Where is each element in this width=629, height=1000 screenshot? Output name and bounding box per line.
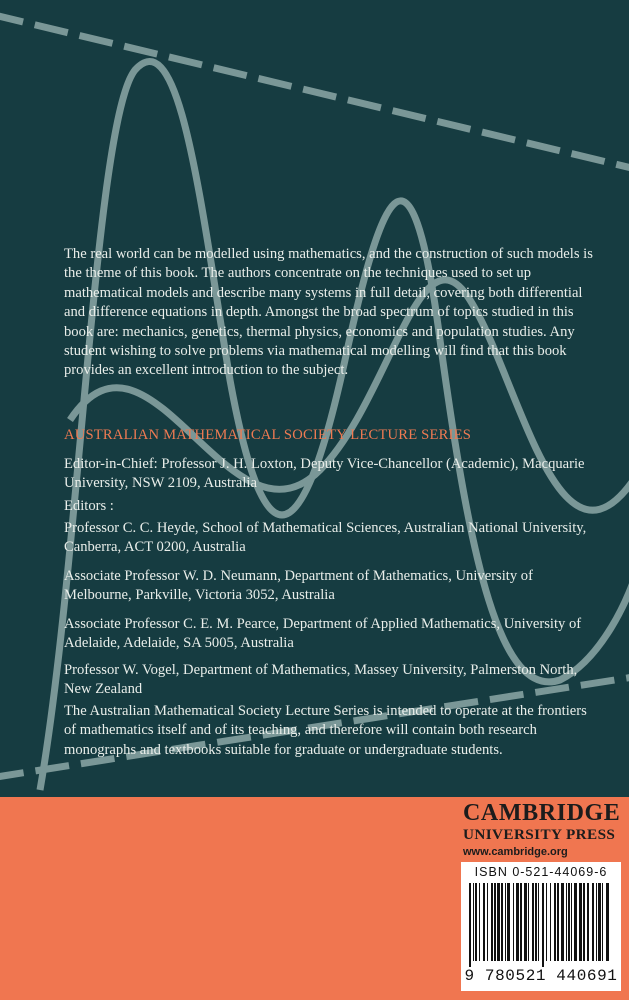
editor-entry: Professor C. C. Heyde, School of Mathematical Sciences, Australian National University, Canberra, ACT 0200, Australia — [64, 520, 587, 556]
barcode-bar — [479, 883, 480, 961]
barcode-bar — [494, 883, 496, 961]
barcode-number: 9 780521 440691 — [464, 967, 618, 985]
barcode-bar — [566, 883, 567, 961]
barcode-bar — [568, 883, 570, 961]
publisher-website: www.cambridge.org — [463, 846, 568, 858]
barcode-bar — [520, 883, 522, 961]
series-description: The Australian Mathematical Society Lecture Series is intended to operate at the frontiers of mathematics itself and of its teaching, and therefore will contain both research monographs and textbooks suitable for graduate or undergraduate students. — [64, 703, 587, 758]
barcode-bar — [598, 883, 601, 961]
barcode-bar — [550, 883, 551, 961]
barcode-bar — [557, 883, 559, 961]
barcode-bar — [469, 883, 471, 967]
publisher-press: UNIVERSITY PRESS — [463, 826, 616, 843]
barcode-bar — [483, 883, 485, 961]
barcode-bar — [491, 883, 493, 961]
barcode-bar — [579, 883, 582, 961]
publisher-logo — [463, 800, 621, 860]
barcode-bar — [473, 883, 474, 961]
barcode-bar — [592, 883, 594, 961]
barcode-bar — [561, 883, 564, 961]
barcode-bar — [497, 883, 500, 961]
barcode-bar — [507, 883, 510, 961]
barcode-bar — [538, 883, 539, 961]
editor-in-chief: Editor-in-Chief: Professor J. H. Loxton, Deputy Vice-Chancellor (Academic), Macquarie University, NSW 2109, Australia — [64, 456, 585, 492]
barcode-box — [461, 862, 621, 991]
series-title: AUSTRALIAN MATHEMATICAL SOCIETY LECTURE SERIES — [64, 427, 472, 443]
book-description: The real world can be modelled using mathematics, and the construction of such models is the theme of this book. The authors concentrate on the techniques used to set up mathematical models and describe many systems in full detail, covering both differential and difference equations in depth. Amongst the broad spectrum of topics studied in this book are: mechanics, genetics, thermal physics, economics and population studies. Any student wishing to solve problems via mathematical modelling will find that this book provides an excellent introduction to the subject. — [64, 246, 593, 379]
barcode-bar — [501, 883, 503, 961]
barcode-bar — [554, 883, 556, 961]
publisher-name: CAMBRIDGE — [463, 800, 621, 826]
isbn-label: ISBN 0-521-44069-6 — [474, 865, 608, 879]
barcode-bar — [602, 883, 603, 961]
barcode-bar — [487, 883, 488, 961]
barcode-bar — [528, 883, 529, 961]
barcode-bar — [513, 883, 514, 961]
barcode-bar — [542, 883, 544, 967]
barcode-bar — [571, 883, 572, 961]
barcode-bar — [524, 883, 527, 961]
barcode-bar — [505, 883, 506, 961]
barcode-bar — [596, 883, 597, 961]
barcode-bar — [587, 883, 589, 961]
barcode-bar — [516, 883, 519, 961]
editors-label: Editors : — [64, 498, 114, 514]
barcode-bar — [574, 883, 577, 961]
barcode-bar — [606, 883, 609, 961]
barcode-bar — [475, 883, 477, 961]
dashed-line-top — [0, 14, 629, 170]
editor-entry: Associate Professor W. D. Neumann, Department of Mathematics, University of Melbourne, Parkville, Victoria 3052, Australia — [64, 568, 533, 604]
barcode-bar — [532, 883, 534, 961]
barcode-icon — [469, 883, 613, 967]
editor-entry: Professor W. Vogel, Department of Mathematics, Massey University, Palmerston North, New Zealand — [64, 662, 578, 698]
barcode-bar — [583, 883, 585, 961]
barcode-bar — [546, 883, 547, 961]
barcode-bar — [535, 883, 537, 961]
editor-entry: Associate Professor C. E. M. Pearce, Department of Applied Mathematics, University of Adelaide, Adelaide, SA 5005, Australia — [64, 616, 582, 652]
